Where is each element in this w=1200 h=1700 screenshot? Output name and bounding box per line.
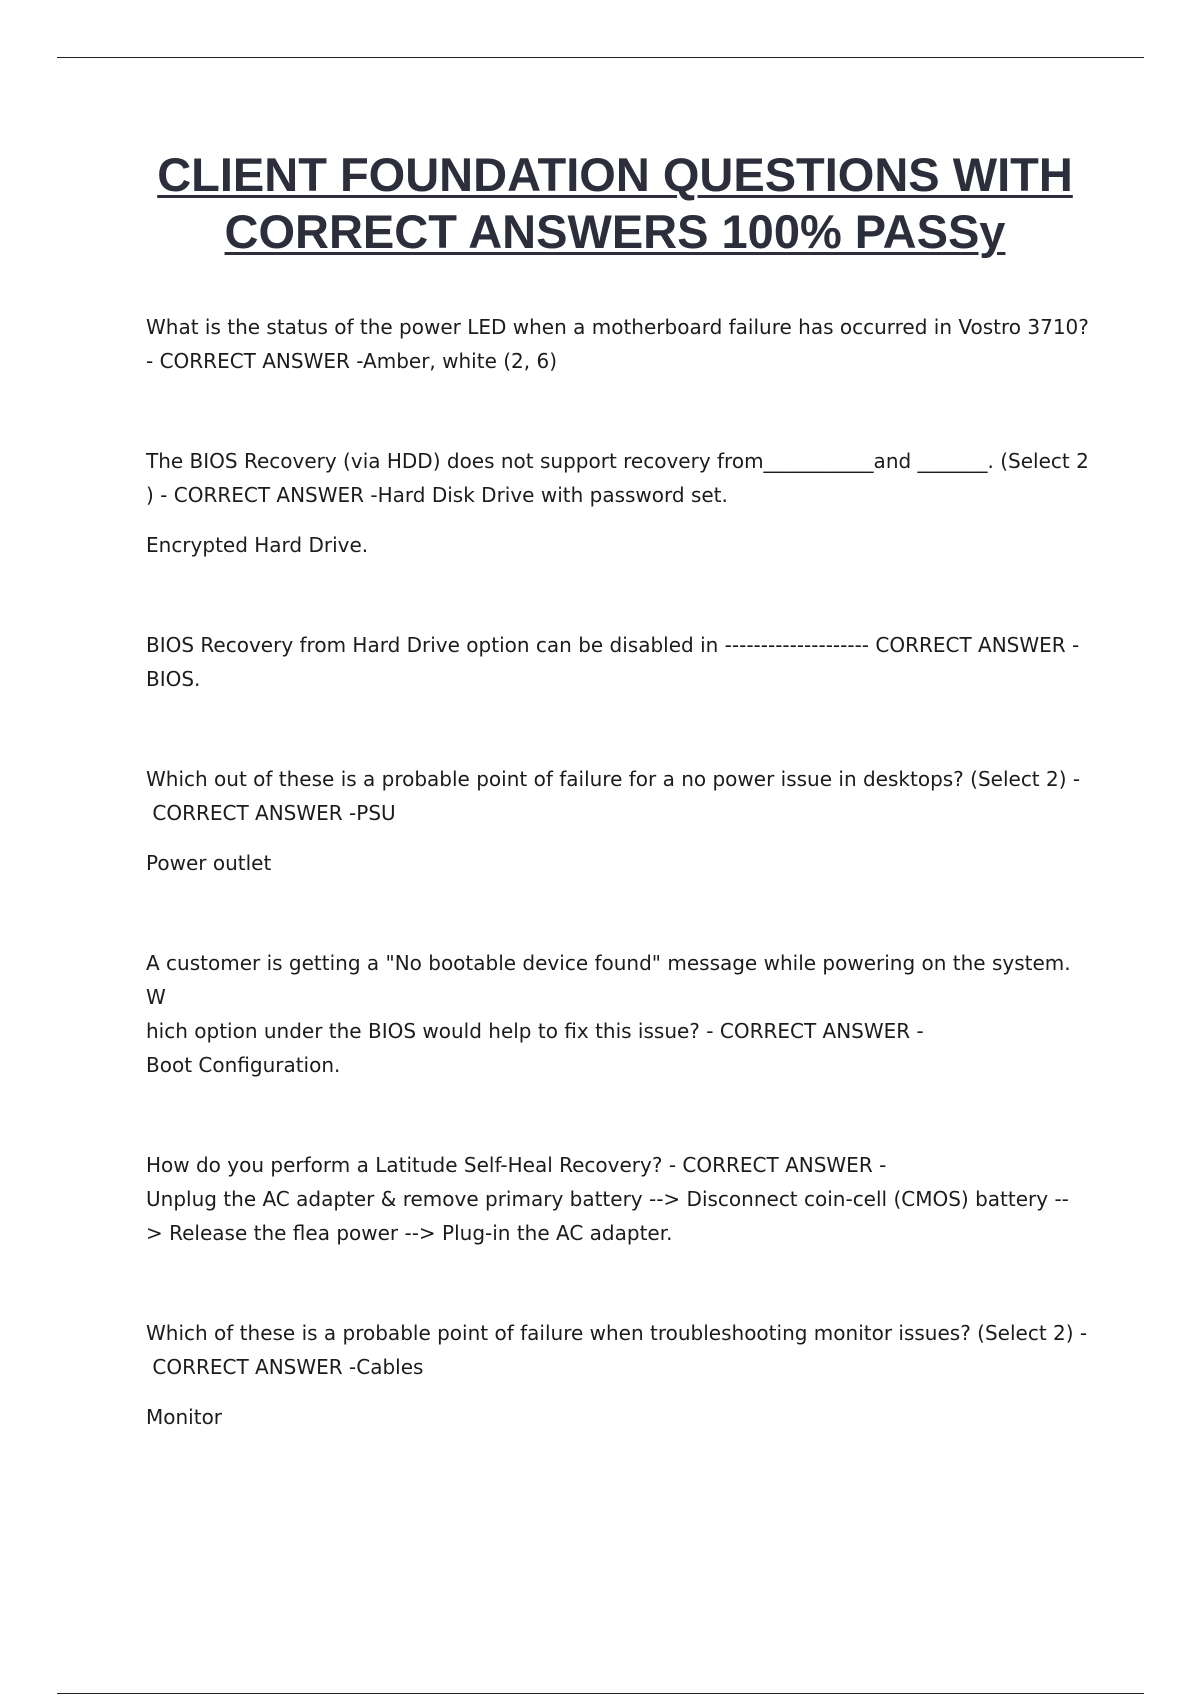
answer-continuation: Monitor <box>146 1405 223 1429</box>
answer-line: - CORRECT ANSWER -Amber, white (2, 6) <box>146 349 557 373</box>
question-line: BIOS Recovery from Hard Drive option can be disabled in -------------------- CORRECT ANSWER - <box>146 633 1080 657</box>
bottom-rule <box>57 1693 1144 1694</box>
top-rule <box>57 57 1144 58</box>
answer-line: Unplug the AC adapter & remove primary battery --> Disconnect coin-cell (CMOS) battery -- <box>146 1187 1069 1211</box>
qa-item <box>146 1148 1096 1250</box>
answer-continuation: Encrypted Hard Drive. <box>146 533 369 557</box>
answer-continuation: Power outlet <box>146 851 272 875</box>
qa-item <box>146 628 1096 696</box>
question-line: hich option under the BIOS would help to fix this issue? - CORRECT ANSWER - <box>146 1019 924 1043</box>
qa-item <box>146 310 1096 378</box>
question-line: Which of these is a probable point of failure when troubleshooting monitor issues? (Select 2) - <box>146 1321 1088 1345</box>
question-line: The BIOS Recovery (via HDD) does not support recovery from___________and _______. (Select 2 <box>146 449 1089 473</box>
answer-line: ) - CORRECT ANSWER -Hard Disk Drive with password set. <box>146 483 728 507</box>
question-line: What is the status of the power LED when a motherboard failure has occurred in Vostro 3710? <box>146 315 1089 339</box>
question-line: How do you perform a Latitude Self-Heal Recovery? - CORRECT ANSWER - <box>146 1153 887 1177</box>
qa-item <box>146 946 1096 1082</box>
qa-item <box>146 1316 1096 1434</box>
answer-line: Boot Configuration. <box>146 1053 341 1077</box>
qa-item <box>146 444 1096 562</box>
question-line: A customer is getting a "No bootable device found" message while powering on the system. W <box>146 951 1077 1009</box>
answer-line: > Release the flea power --> Plug-in the AC adapter. <box>146 1221 673 1245</box>
question-line: Which out of these is a probable point of failure for a no power issue in desktops? (Select 2) - <box>146 767 1081 791</box>
answer-line: BIOS. <box>146 667 201 691</box>
answer-line: CORRECT ANSWER -Cables <box>146 1355 424 1379</box>
qa-item <box>146 762 1096 880</box>
answer-line: CORRECT ANSWER -PSU <box>146 801 396 825</box>
document-body <box>146 310 1096 1434</box>
document-title: CLIENT FOUNDATION QUESTIONS WITH CORRECT ANSWERS 100% PASSy <box>157 148 1073 258</box>
